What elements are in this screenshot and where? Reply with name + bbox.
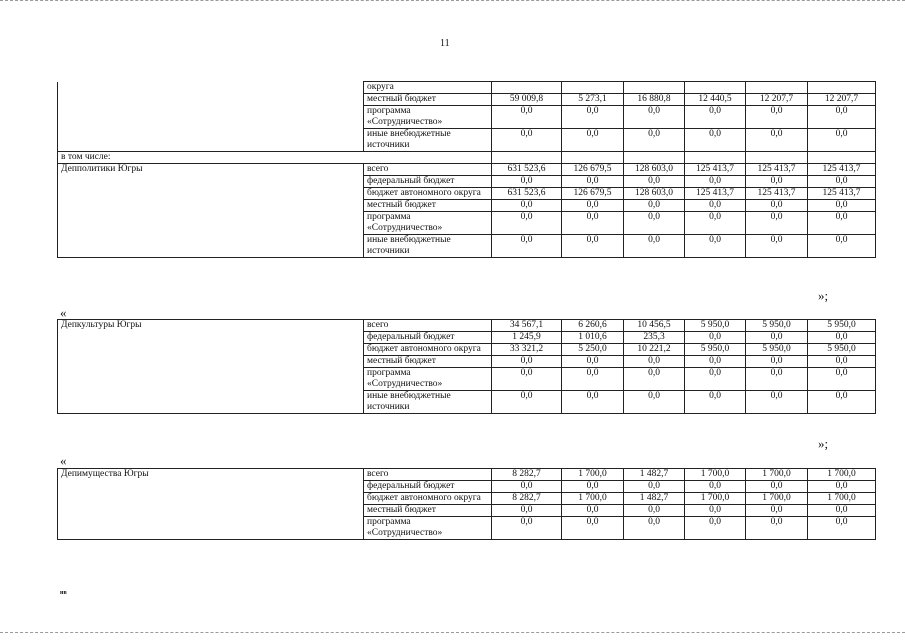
amount-cell — [562, 82, 624, 94]
department-name: Депполитики Югры — [58, 164, 364, 258]
amount-cell: 0,0 — [624, 517, 685, 540]
amount-cell: 0,0 — [746, 176, 808, 188]
amount-cell: 0,0 — [685, 368, 746, 391]
amount-cell: 0,0 — [624, 505, 685, 517]
amount-cell: 0,0 — [746, 129, 808, 152]
amount-cell: 0,0 — [562, 391, 624, 414]
funding-source: всего — [364, 469, 492, 481]
amount-cell: 5 273,1 — [562, 94, 624, 106]
including-label: в том числе: — [58, 152, 492, 164]
amount-cell: 0,0 — [746, 517, 808, 540]
amount-cell: 0,0 — [492, 176, 562, 188]
funding-source: бюджет автономного округа — [364, 493, 492, 505]
amount-cell: 33 321,2 — [492, 344, 562, 356]
scan-edge-bottom — [0, 632, 905, 635]
table-row — [58, 469, 876, 481]
scan-edge-top — [0, 0, 905, 3]
amount-cell: 0,0 — [492, 356, 562, 368]
amount-cell: 34 567,1 — [492, 320, 562, 332]
funding-source: федеральный бюджет — [364, 332, 492, 344]
amount-cell: 0,0 — [624, 481, 685, 493]
amount-cell: 0,0 — [746, 200, 808, 212]
amount-cell: 5 250,0 — [562, 344, 624, 356]
department-name: Депкультуры Югры — [58, 320, 364, 414]
amount-cell: 0,0 — [624, 212, 685, 235]
amount-cell: 126 679,5 — [562, 164, 624, 176]
table-row — [58, 320, 876, 332]
amount-cell: 0,0 — [492, 200, 562, 212]
amount-cell: 0,0 — [492, 235, 562, 258]
amount-cell: 1 700,0 — [746, 493, 808, 505]
amount-cell: 0,0 — [808, 212, 876, 235]
funding-source: программа «Сотрудничество» — [364, 368, 492, 391]
amount-cell: 128 603,0 — [624, 188, 685, 200]
amount-cell: 0,0 — [562, 212, 624, 235]
amount-cell: 12 207,7 — [746, 94, 808, 106]
amount-cell: 1 010,6 — [562, 332, 624, 344]
close-quote: »; — [818, 436, 829, 451]
amount-cell: 0,0 — [492, 505, 562, 517]
funding-source: местный бюджет — [364, 200, 492, 212]
amount-cell: 0,0 — [808, 106, 876, 129]
amount-cell: 1 700,0 — [808, 493, 876, 505]
funding-source: всего — [364, 320, 492, 332]
amount-cell: 125 413,7 — [746, 164, 808, 176]
amount-cell: 0,0 — [492, 368, 562, 391]
page-number: 11 — [440, 38, 450, 49]
amount-cell: 0,0 — [685, 200, 746, 212]
amount-cell: 0,0 — [562, 505, 624, 517]
funding-source: иные внебюджетные источники — [364, 391, 492, 414]
amount-cell: 5 950,0 — [808, 320, 876, 332]
amount-cell: 0,0 — [562, 176, 624, 188]
amount-cell: 0,0 — [746, 212, 808, 235]
amount-cell: 0,0 — [685, 505, 746, 517]
funding-source: программа «Сотрудничество» — [364, 212, 492, 235]
amount-cell: 0,0 — [562, 481, 624, 493]
amount-cell: 5 950,0 — [808, 344, 876, 356]
amount-cell: 0,0 — [624, 356, 685, 368]
amount-cell: 1 700,0 — [562, 493, 624, 505]
amount-cell: 1 700,0 — [685, 469, 746, 481]
funding-table-property — [57, 468, 876, 540]
open-quote: « — [60, 305, 67, 320]
amount-cell: 1 482,7 — [624, 469, 685, 481]
amount-cell: 0,0 — [746, 368, 808, 391]
funding-source: всего — [364, 164, 492, 176]
amount-cell: 631 523,6 — [492, 188, 562, 200]
amount-cell: 0,0 — [685, 517, 746, 540]
amount-cell: 125 413,7 — [685, 164, 746, 176]
amount-cell: 5 950,0 — [746, 344, 808, 356]
open-quote: « — [60, 453, 67, 468]
amount-cell: 125 413,7 — [808, 164, 876, 176]
amount-cell: 0,0 — [746, 505, 808, 517]
amount-cell: 12 207,7 — [808, 94, 876, 106]
amount-cell: 0,0 — [562, 368, 624, 391]
funding-source: программа «Сотрудничество» — [364, 517, 492, 540]
funding-source: программа «Сотрудничество» — [364, 106, 492, 129]
funding-source: округа — [364, 82, 492, 94]
amount-cell: 0,0 — [562, 517, 624, 540]
empty-cell — [58, 82, 364, 152]
amount-cell: 631 523,6 — [492, 164, 562, 176]
amount-cell: 0,0 — [685, 212, 746, 235]
amount-cell: 8 282,7 — [492, 469, 562, 481]
amount-cell: 0,0 — [746, 332, 808, 344]
amount-cell — [492, 82, 562, 94]
amount-cell: 0,0 — [685, 176, 746, 188]
funding-source: федеральный бюджет — [364, 481, 492, 493]
amount-cell: 125 413,7 — [746, 188, 808, 200]
amount-cell: 5 950,0 — [685, 320, 746, 332]
amount-cell: 0,0 — [624, 106, 685, 129]
funding-source: местный бюджет — [364, 356, 492, 368]
amount-cell: 5 950,0 — [746, 320, 808, 332]
amount-cell: 0,0 — [624, 368, 685, 391]
funding-source: местный бюджет — [364, 505, 492, 517]
amount-cell: 1 700,0 — [808, 469, 876, 481]
amount-cell: 5 950,0 — [685, 344, 746, 356]
amount-cell — [685, 82, 746, 94]
amount-cell: 125 413,7 — [808, 188, 876, 200]
amount-cell: 128 603,0 — [624, 164, 685, 176]
amount-cell: 0,0 — [492, 212, 562, 235]
amount-cell: 0,0 — [492, 129, 562, 152]
amount-cell: 0,0 — [685, 235, 746, 258]
amount-cell: 0,0 — [492, 106, 562, 129]
amount-cell: 0,0 — [808, 200, 876, 212]
close-quote: »; — [818, 288, 829, 303]
amount-cell: 0,0 — [492, 481, 562, 493]
amount-cell — [624, 82, 685, 94]
amount-cell: 0,0 — [808, 356, 876, 368]
funding-source: местный бюджет — [364, 94, 492, 106]
funding-table-culture — [57, 319, 876, 414]
funding-table-continuation — [57, 81, 876, 258]
amount-cell: 0,0 — [562, 129, 624, 152]
amount-cell: 1 700,0 — [746, 469, 808, 481]
amount-cell: 0,0 — [624, 129, 685, 152]
department-name: Депимущества Югры — [58, 469, 364, 540]
amount-cell: 0,0 — [685, 332, 746, 344]
amount-cell: 0,0 — [746, 481, 808, 493]
amount-cell: 0,0 — [746, 391, 808, 414]
table-row — [58, 82, 876, 94]
amount-cell: 0,0 — [746, 356, 808, 368]
amount-cell: 0,0 — [808, 517, 876, 540]
amount-cell: 0,0 — [624, 176, 685, 188]
funding-source: иные внебюджетные источники — [364, 129, 492, 152]
amount-cell: 0,0 — [562, 356, 624, 368]
amount-cell: 0,0 — [808, 129, 876, 152]
amount-cell: 0,0 — [746, 235, 808, 258]
amount-cell: 10 221,2 — [624, 344, 685, 356]
amount-cell — [746, 82, 808, 94]
funding-source: федеральный бюджет — [364, 176, 492, 188]
amount-cell: 16 880,8 — [624, 94, 685, 106]
amount-cell: 1 700,0 — [562, 469, 624, 481]
amount-cell: 0,0 — [808, 176, 876, 188]
funding-source: бюджет автономного округа — [364, 344, 492, 356]
amount-cell: 0,0 — [685, 129, 746, 152]
amount-cell: 0,0 — [808, 391, 876, 414]
funding-source: бюджет автономного округа — [364, 188, 492, 200]
amount-cell: 0,0 — [492, 391, 562, 414]
amount-cell: 59 009,8 — [492, 94, 562, 106]
amount-cell: 0,0 — [492, 517, 562, 540]
amount-cell: 0,0 — [808, 368, 876, 391]
amount-cell: 125 413,7 — [685, 188, 746, 200]
amount-cell: 0,0 — [562, 106, 624, 129]
amount-cell: 0,0 — [624, 235, 685, 258]
funding-source: иные внебюджетные источники — [364, 235, 492, 258]
amount-cell: 0,0 — [685, 106, 746, 129]
amount-cell: 0,0 — [562, 235, 624, 258]
amount-cell: 0,0 — [685, 481, 746, 493]
amount-cell — [808, 82, 876, 94]
amount-cell: 0,0 — [808, 505, 876, 517]
amount-cell: 0,0 — [746, 106, 808, 129]
amount-cell: 10 456,5 — [624, 320, 685, 332]
amount-cell: 0,0 — [562, 200, 624, 212]
amount-cell: 0,0 — [808, 481, 876, 493]
amount-cell: 1 700,0 — [685, 493, 746, 505]
amount-cell: 0,0 — [808, 235, 876, 258]
amount-cell: 1 482,7 — [624, 493, 685, 505]
amount-cell: 0,0 — [685, 356, 746, 368]
amount-cell: 0,0 — [808, 332, 876, 344]
table-row — [58, 164, 876, 176]
amount-cell: 0,0 — [624, 391, 685, 414]
amount-cell: 0,0 — [624, 200, 685, 212]
amount-cell: 12 440,5 — [685, 94, 746, 106]
footer-mark: нв — [60, 590, 67, 596]
including-row — [58, 152, 876, 164]
amount-cell: 0,0 — [685, 391, 746, 414]
amount-cell: 126 679,5 — [562, 188, 624, 200]
amount-cell: 1 245,9 — [492, 332, 562, 344]
amount-cell: 235,3 — [624, 332, 685, 344]
amount-cell: 8 282,7 — [492, 493, 562, 505]
amount-cell: 6 260,6 — [562, 320, 624, 332]
